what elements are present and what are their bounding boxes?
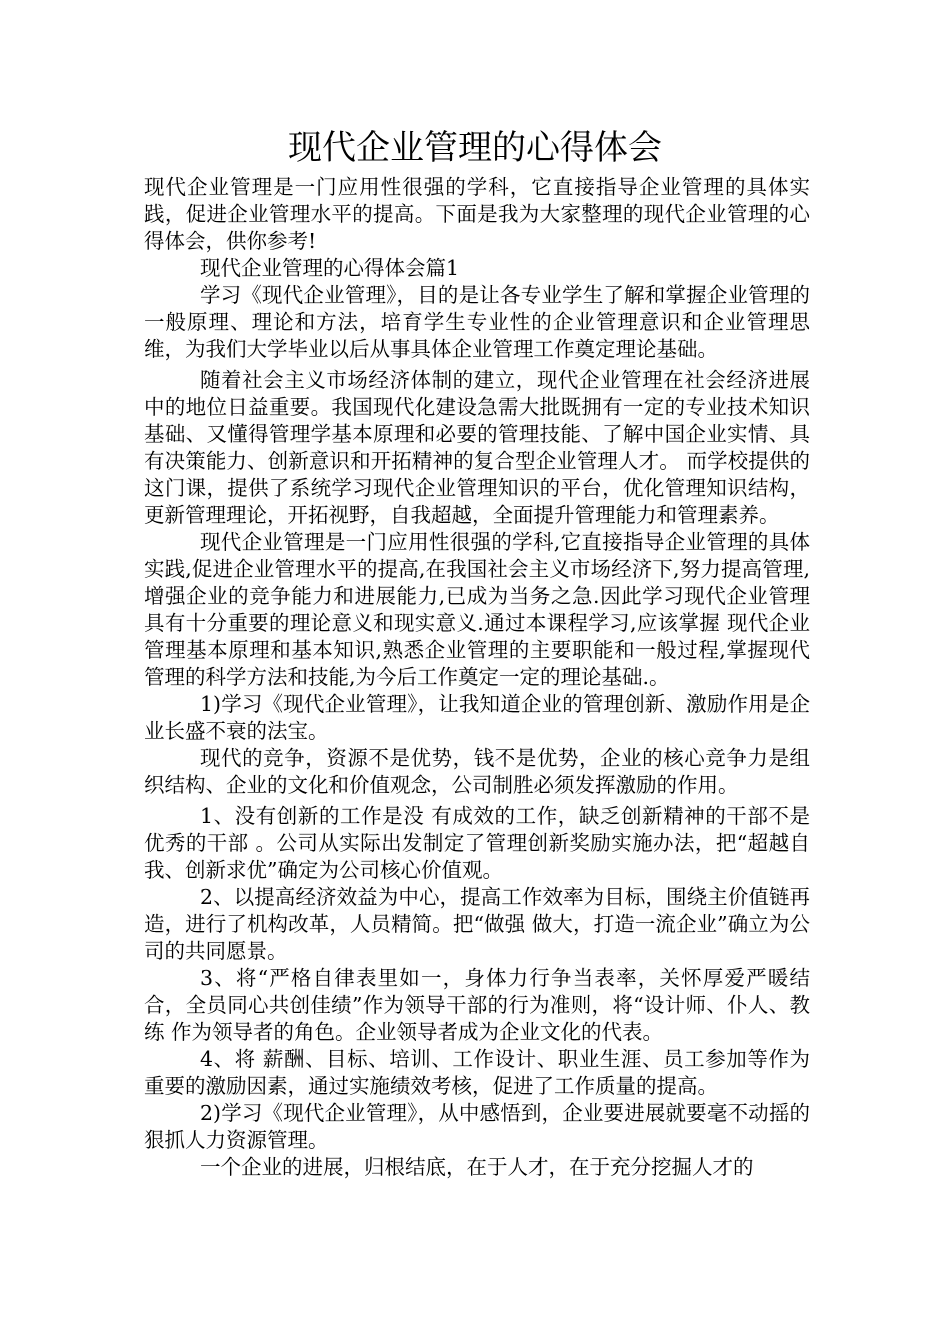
section-heading: 现代企业管理的心得体会篇1 — [200, 256, 460, 280]
intro-paragraph: 现代企业管理是一门应用性很强的学科，它直接指导企业管理的具体实践，促进企业管理水平的提高。下面是我为大家整理的现代企业管理的心得体会，供你参考! — [144, 175, 810, 253]
body-paragraph: 一个企业的进展，归根结底，在于人才，在于充分挖掘人才的 — [200, 1155, 754, 1179]
body-paragraph: 2)学习《现代企业管理》，从中感悟到，企业要进展就要毫不动摇的狠抓人力资源管理。 — [144, 1101, 810, 1152]
body-paragraph: 学习《现代企业管理》，目的是让各专业学生了解和掌握企业管理的一般原理、理论和方法，培育学生专业性的企业管理意识和企业管理思维，为我们大学毕业以后从事具体企业管理工作奠定理论基础。 — [144, 283, 810, 361]
body-paragraph: 2、以提高经济效益为中心，提高工作效率为目标，围绕主价值链再造，进行了机构改革，人员精简。把“做强 做大，打造一流企业”确立为公司的共同愿景。 — [144, 885, 810, 963]
document-title: 现代企业管理的心得体会 — [288, 128, 662, 168]
body-paragraph: 4、将 薪酬、目标、培训、工作设计、职业生涯、员工参加等作为重要的激励因素，通过实施绩效考核，促进了工作质量的提高。 — [144, 1047, 810, 1098]
document-body — [144, 174, 810, 1181]
body-paragraph: 1、没有创新的工作是没 有成效的工作，缺乏创新精神的干部不是优秀的干部 。公司从实际出发制定了管理创新奖励实施办法，把“超越自我、创新求优”确定为公司核心价值观。 — [144, 804, 810, 882]
body-paragraph: 现代的竞争，资源不是优势，钱不是优势，企业的核心竞争力是组织结构、企业的文化和价值观念，公司制胜必须发挥激励的作用。 — [144, 746, 810, 797]
body-paragraph: 现代企业管理是一门应用性很强的学科,它直接指导企业管理的具体实践,促进企业管理水平的提高,在我国社会主义市场经济下,努力提高管理,增强企业的竞争能力和进展能力,已成为当务之急.因此学习现代企业管理具有十分重要的理论意义和现实意义.通过本课程学习,应该掌握 现代企业管理基本原理和基本知识,熟悉企业管理的主要职能和一般过程,掌握现代管理的科学方法和技能,为今后工作奠定一定的理论基础.。 — [144, 530, 810, 689]
body-paragraph: 随着社会主义市场经济体制的建立，现代企业管理在社会经济进展中的地位日益重要。我国现代化建设急需大批既拥有一定的专业技术知识基础、又懂得管理学基本原理和必要的管理技能、了解中国企业实情、具有决策能力、创新意识和开拓精神的复合型企业管理人才。 而学校提供的这门课，提供了系统学习现代企业管理知识的平台，优化管理知识结构，更新管理理论，开拓视野，自我超越，全面提升管理能力和管理素养。 — [144, 368, 810, 527]
body-paragraph: 3、将“严格自律表里如一，身体力行争当表率，关怀厚爱严暖结合，全员同心共创佳绩”作为领导干部的行为准则，将“设计师、仆人、教练 作为领导者的角色。企业领导者成为企业文化的代表。 — [144, 966, 810, 1044]
body-paragraph: 1)学习《现代企业管理》，让我知道企业的管理创新、激励作用是企业长盛不衰的法宝。 — [144, 692, 810, 743]
